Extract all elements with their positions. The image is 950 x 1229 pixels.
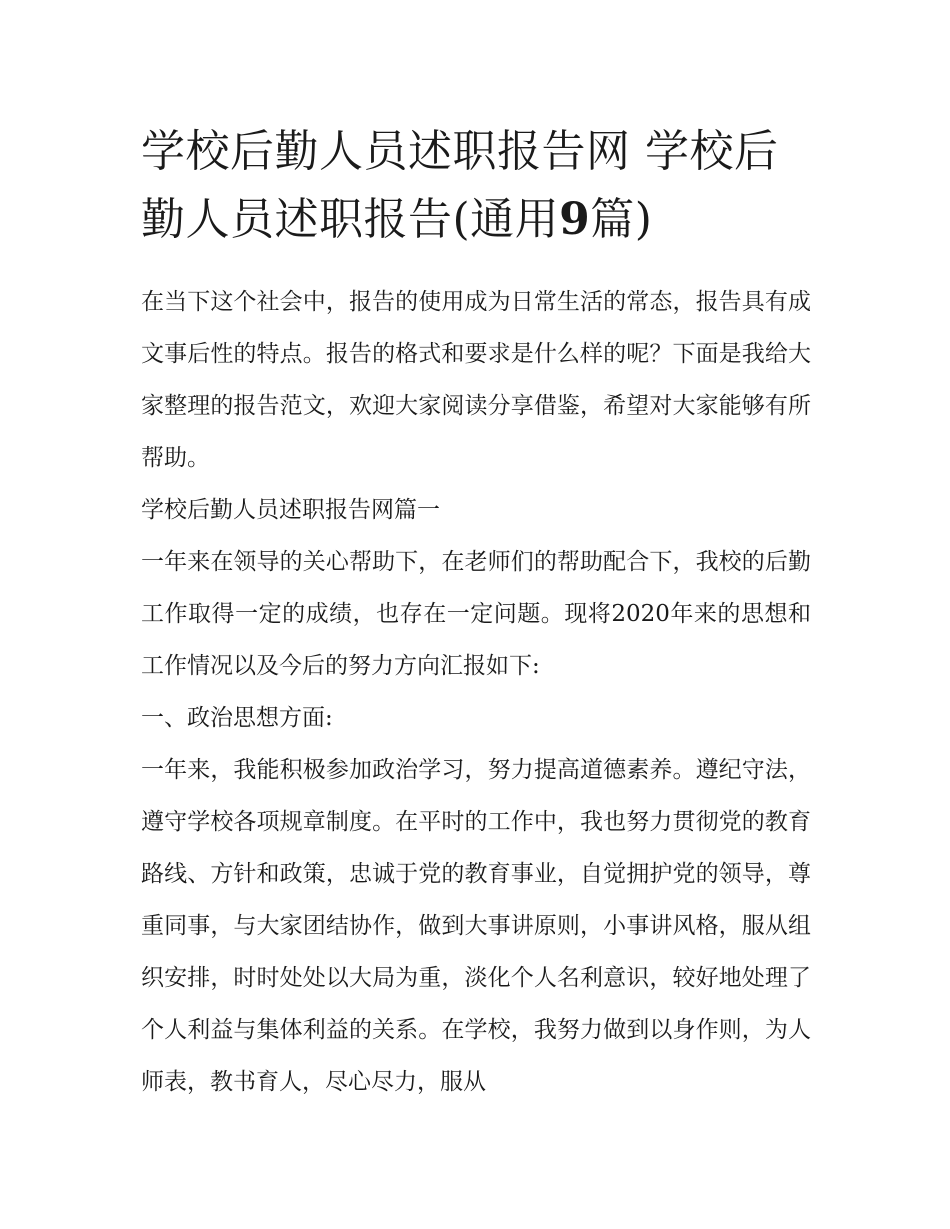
section-heading: 学校后勤人员述职报告网篇一 xyxy=(141,497,440,523)
intro-paragraph: 在当下这个社会中，报告的使用成为日常生活的常态，报告具有成文事后性的特点。报告的格式和要求是什么样的呢？下面是我给大家整理的报告范文，欢迎大家阅读分享借鉴，希望对大家能够有所帮助。 xyxy=(141,289,811,471)
document-title xyxy=(141,118,811,254)
subsection-heading: 一、政治思想方面: xyxy=(141,705,333,731)
title-text-part1: 学校后勤人员述职报告网 学校后勤人员述职报告(通用 xyxy=(141,126,779,245)
title-number: 9 xyxy=(559,194,591,245)
body-paragraph: 一年来，我能积极参加政治学习，努力提高道德素养。遵纪守法，遵守学校各项规章制度。在平时的工作中，我也努力贯彻党的教育路线、方针和政策，忠诚于党的教育事业，自觉拥护党的领导，尊重同事，与大家团结协作，做到大事讲原则，小事讲风格，服从组织安排，时时处处以大局为重，淡化个人名利意识，较好地处理了个人利益与集体利益的关系。在学校，我努力做到以身作则，为人师表，教书育人，尽心尽力，服从 xyxy=(141,757,811,1095)
body-paragraph: 一年来在领导的关心帮助下，在老师们的帮助配合下，我校的后勤工作取得一定的成绩，也存在一定问题。现将2020年来的思想和工作情况以及今后的努力方向汇报如下: xyxy=(141,549,811,679)
title-text-part2: 篇) xyxy=(590,194,653,245)
document-body xyxy=(141,276,811,1108)
document-page xyxy=(141,118,811,1108)
